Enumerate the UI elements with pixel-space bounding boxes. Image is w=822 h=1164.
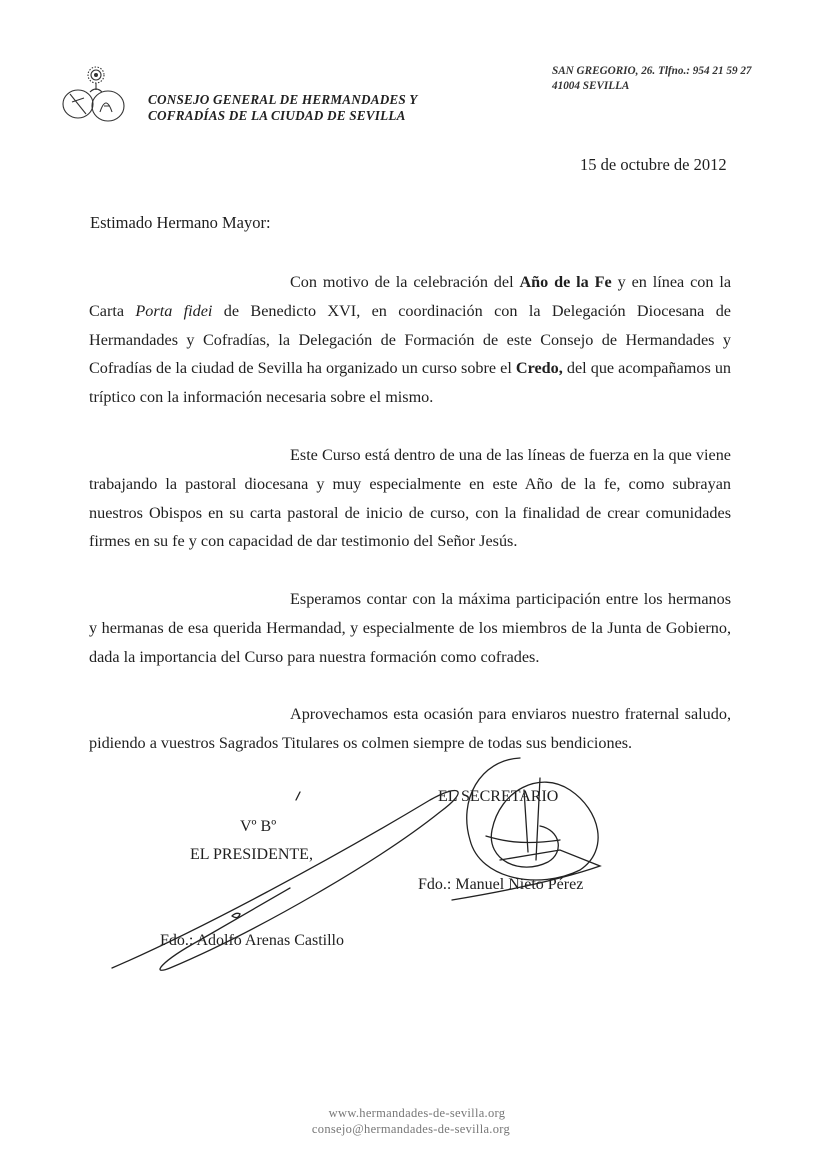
president-title: EL PRESIDENTE,	[190, 846, 313, 863]
organization-name-line2: COFRADÍAS DE LA CIUDAD DE SEVILLA	[148, 108, 406, 123]
address-line2: 41004 SEVILLA	[552, 80, 630, 92]
paragraph-4: Aprovechamos esta ocasión para enviaros nuestro fraternal saludo, pidiendo a vuestros Sagrados Titulares os colmen siempre de todas sus bendiciones.	[89, 705, 731, 752]
paragraph-1-text-b: y en línea con la Carta	[89, 273, 732, 320]
footer-website: www.hermandades-de-sevilla.org	[328, 1106, 506, 1120]
paragraph-1-text-a: Con motivo de la celebración del	[290, 273, 520, 291]
president-name: Fdo.: Adolfo Arenas Castillo	[160, 932, 344, 949]
footer-email: consejo@hermandades-de-sevilla.org	[311, 1122, 511, 1136]
paragraph-2: Este Curso está dentro de una de las líneas de fuerza en la que viene trabajando la pastoral diocesana y muy especialmente en este Año de la fe, como subrayan nuestros Obispos en su carta pastoral de inicio de curso, con la finalidad de crear comunidades firmes en su fe y con capacidad de dar testimonio del Señor Jesús.	[89, 446, 731, 551]
paragraph-3: Esperamos contar con la máxima participación entre los hermanos y hermanas de esa querida Hermandad, y especialmente de los miembros de la Junta de Gobierno, dada la importancia del Curso para nuestra formación como cofrades.	[89, 590, 731, 666]
paragraph-1-italic-porta-fidei: Porta fidei	[135, 301, 213, 320]
paragraph-1-bold-ano-de-la-fe: Año de la Fe	[519, 273, 612, 291]
secretary-signature	[452, 758, 600, 900]
president-signature	[112, 791, 458, 971]
paragraph-1-text-d: del que acompañamos un tríptico con la información necesaria sobre el mismo.	[89, 359, 732, 407]
greeting: Estimado Hermano Mayor:	[90, 213, 271, 232]
paragraph-1-text-c: de Benedicto XVI, en coordinación con la Delegación Diocesana de Hermandades y Cofradías, la Delegación de Formación de este Consejo de Hermandades y Cofradías de la ciudad de Sevilla ha organizado un curso sobre el	[89, 301, 731, 378]
letter-date: 15 de octubre de 2012	[580, 155, 727, 174]
address-line1: SAN GREGORIO, 26. Tlfno.: 954 21 59 27	[552, 65, 752, 77]
organization-name-line1: CONSEJO GENERAL DE HERMANDADES Y	[148, 92, 418, 107]
paragraph-1-bold-credo: Credo,	[515, 359, 563, 378]
secretary-title: EL SECRETARIO	[438, 788, 559, 805]
visto-bueno: Vº Bº	[240, 818, 277, 835]
secretary-name: Fdo.: Manuel Nieto Pérez	[418, 876, 584, 893]
